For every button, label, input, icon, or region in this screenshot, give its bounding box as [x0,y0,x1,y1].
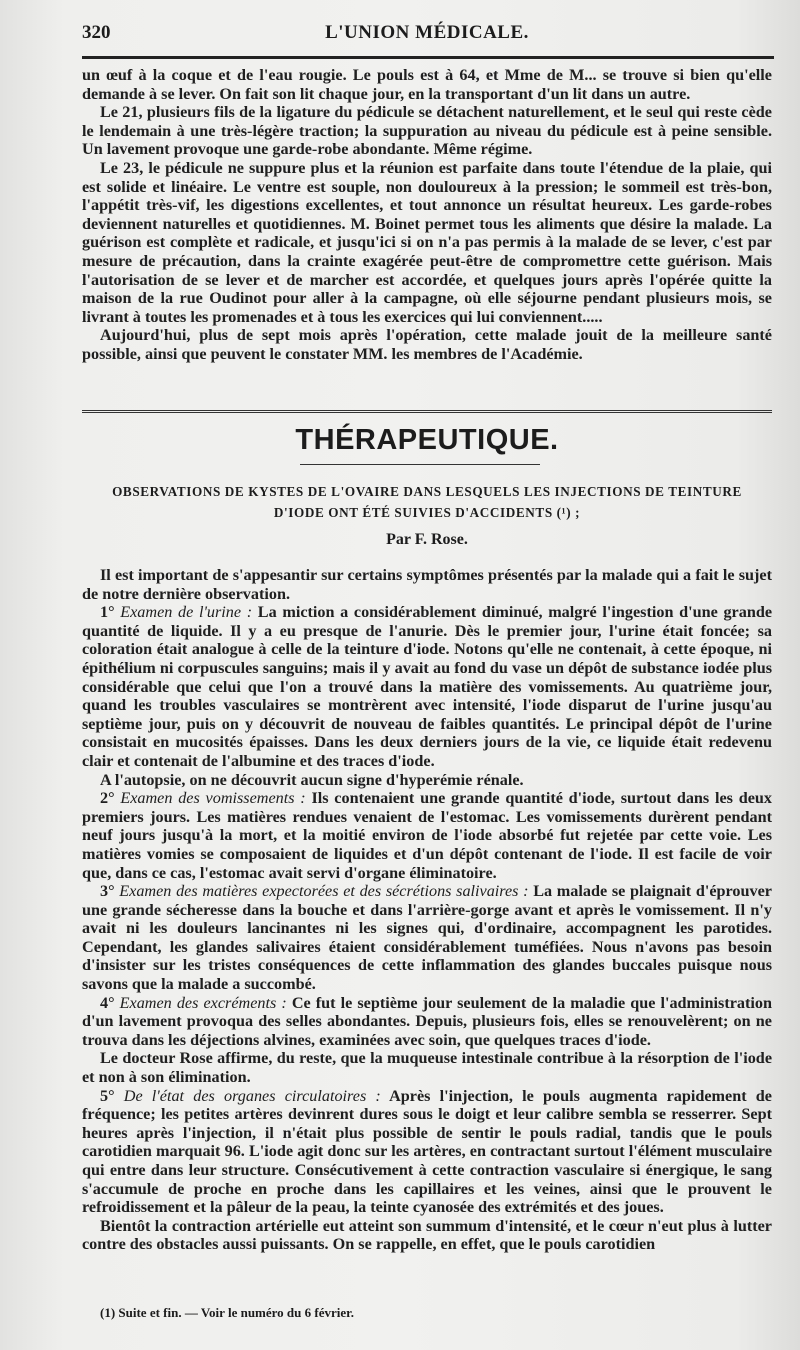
intro-paragraph: Il est important de s'appesantir sur certains symptômes présentés par la malade qui a fait le sujet de notre dernière observation. [82,566,772,603]
observation-paragraph [82,1049,772,1086]
page-header [82,18,772,50]
observation-number: 3° [100,882,120,901]
observation-text: Le docteur Rose affirme, du reste, que la muqueuse intestinale contribue à la résorption de l'iode et non à son élimination. [82,1049,772,1087]
observation-paragraph [82,603,772,770]
observation-heading: Examen des matières expectorées et des sécrétions salivaires : [119,882,529,901]
paragraph: Aujourd'hui, plus de sept mois après l'opération, cette malade jouit de la meilleure santé possible, ainsi que peuvent le constater MM. les membres de l'Académie. [82,326,772,363]
observation-paragraph [82,1087,772,1217]
paragraph: Le 23, le pédicule ne suppure plus et la réunion est parfaite dans toute l'étendue de la plaie, qui est solide et linéaire. Le ventre est souple, non douloureux à la pression; le sommeil est très-bon, l'appétit très-vif, les digestions excellentes, et tout annonce un résultat heureux. Les garde-robes deviennent naturelles et quotidiennes. M. Boinet permet tous les aliments que désire la malade. La guérison est complète et radicale, et jusqu'ici si on n'a pas permis à la malade de se lever, c'est par mesure de précaution, dans la crainte exagérée peut-être de compromettre cette guérison. Mais l'autorisation de se lever et de marcher est accordée, et quelques jours après l'opérée quitte la maison de la rue Oudinot pour aller à la campagne, où elle séjourne pendant plusieurs mois, se livrant à toutes les promenades et à tous les exercices qui lui conviennent..... [82,158,772,326]
footnote: (1) Suite et fin. — Voir le numéro du 6 février. [100,1305,354,1320]
journal-title: L'UNION MÉDICALE. [325,22,529,43]
observation-heading: Examen des vomissements : [120,789,306,808]
section-divider [82,410,772,416]
observation-text: La miction a considérablement diminué, malgré l'ingestion d'une grande quantité de liquide. Il y a eu presque de l'anurie. Dès le premier jour, l'urine était foncée; sa coloration était analogue à celle de la teinture d'iode. Notons qu'elle ne contenait, à cette époque, ni épithélium ni corpuscules sanguins; mais il y avait au fond du vase un dépôt de substance iodée plus considérable que celui que l'on a trouvé dans la matière des vomissements. Au quatrième jour, quand les troubles vasculaires se montrèrent avec intensité, l'iode disparut de l'urine jusqu'au septième jour, puis on y découvrit de nouveau de faibles quantités. Le principal dépôt de l'urine consistait en mucosités épaisses. Dans les deux derniers jours de la vie, ce liquide était redevenu clair et contenait de l'albumine et des traces d'iode. [82,603,773,770]
observation-text: Ils contenaient une grande quantité d'iode, surtout dans les deux premiers jours. Les matières rendues venaient de l'estomac. Les vomissements durèrent pendant neuf jours jusqu'à la mort, et la moitié environ de l'iode absorbé fut rejetée par cette voie. Les matières vomies se composaient de liquides et d'un dépôt contenant de l'iode. Il est facile de voir que, dans ce cas, l'estomac avait servi d'organe éliminatoire. [82,789,772,882]
article-title-line: D'IODE ONT ÉTÉ SUIVIES D'ACCIDENTS (¹) ; [273,505,581,520]
title-underline [300,464,540,465]
page-number: 320 [82,22,111,43]
observation-heading: De l'état des organes circulatoires : [123,1086,381,1105]
observation-number: 2° [100,789,121,808]
article-title [82,481,772,523]
observation-text: Ce fut le septième jour seulement de la maladie que l'administration d'un lavement provoqua des selles abondantes. Depuis, plusieurs fois, elles se renouvelèrent; on ne trouva dans les déjections alvines, examinées avec soin, que quelques traces d'iode. [82,993,772,1049]
header-rule [82,56,774,59]
observation-paragraph [82,994,772,1050]
paragraph: Le 21, plusieurs fils de la ligature du pédicule se détachent naturellement, et le seul qui reste cède le lendemain à une très-légère traction; la suppuration au niveau du pédicule est à peine sensible. Un lavement provoque une garde-robe abondante. Même régime. [82,103,772,159]
observation-list [82,603,772,1254]
article-title-line: OBSERVATIONS DE KYSTES DE L'OVAIRE DANS LESQUELS LES INJECTIONS DE TEINTURE [112,484,742,499]
observation-number: 4° [100,993,120,1012]
paragraph: un œuf à la coque et de l'eau rougie. Le pouls est à 64, et Mme de M... se trouve si bien qu'elle demande à se lever. On fait son lit chaque jour, en la transportant d'un lit dans un autre. [82,66,772,103]
continuation-text [82,66,772,364]
observation-paragraph [82,771,772,790]
observation-paragraph [82,882,772,994]
observation-number: 5° [100,1086,124,1105]
observation-paragraph [82,789,772,882]
article-body [82,566,772,1254]
observation-number: 1° [100,603,121,622]
observation-text: La malade se plaignait d'éprouver une grande sécheresse dans la bouche et dans l'arrière-gorge avant et après le vomissement. Il n'y avait ni les douleurs lancinantes ni les signes qui, d'ordinaire, accompagnent les parotides. Cependant, les glandes salivaires étaient considérablement tuméfiées. Nous n'avons pas besoin d'insister sur les tristes conséquences de cette inflammation des glandes buccales puisque nous savons que la malade a succombé. [82,882,772,994]
observation-paragraph [82,1217,772,1254]
observation-text: Après l'injection, le pouls augmenta rapidement de fréquence; les petites artères devinrent dures sous le doigt et leur calibre sembla se resserrer. Sept heures après l'injection, il n'était plus possible de sentir le pouls radial, tandis que le pouls carotidien marquait 96. L'iode agit donc sur les artères, en contractant surtout l'élément musculaire qui entre dans leur structure. Consécutivement à cette contraction vasculaire si énergique, le sang s'accumule de proche en proche dans les capillaires et les veines, ainsi que le prouvent le refroidissement et la pâleur de la peau, la teinte cyanosée des extrémités et des joues. [82,1086,772,1217]
observation-text: Bientôt la contraction artérielle eut atteint son summum d'intensité, et le cœur n'eut plus à lutter contre des obstacles aussi puissants. On se rappelle, en effet, que le pouls carotidien [82,1216,772,1254]
section-title: THÉRAPEUTIQUE. [295,424,559,456]
observation-text: A l'autopsie, on ne découvrit aucun signe d'hyperémie rénale. [100,770,524,789]
observation-heading: Examen des excréments : [119,993,287,1012]
article-author: Par F. Rose. [386,531,468,548]
observation-heading: Examen de l'urine : [120,603,253,622]
